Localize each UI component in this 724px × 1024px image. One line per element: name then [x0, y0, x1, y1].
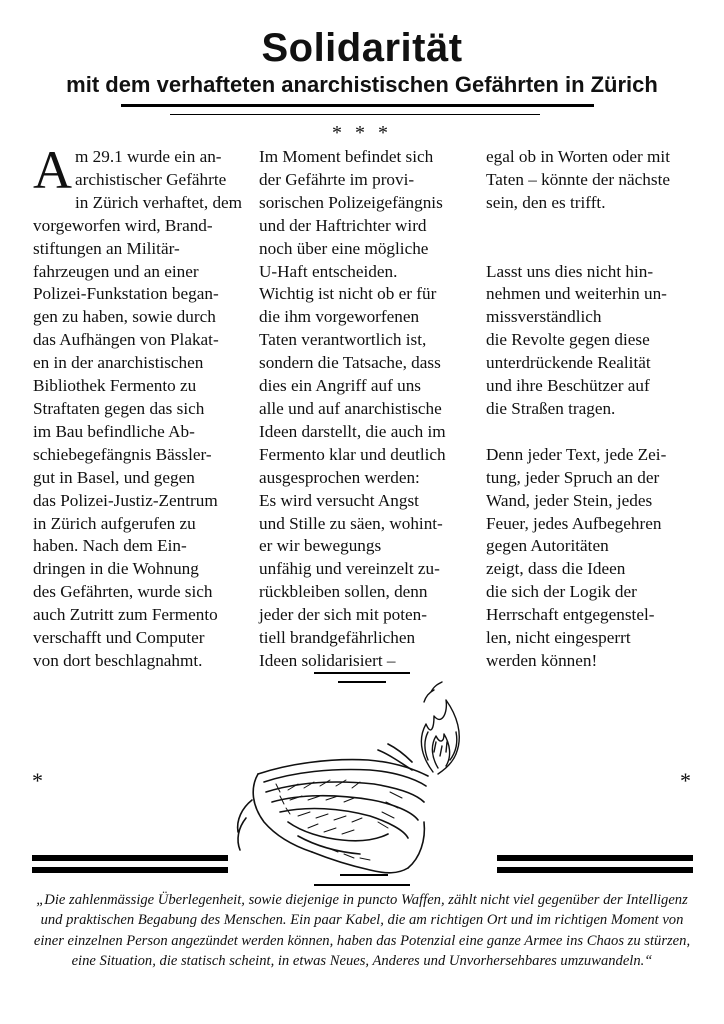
illustration-rule-bottom-1: [340, 874, 388, 876]
page-title: Solidarität: [261, 26, 463, 70]
column-1-text: m 29.1 wurde ein an- archistischer Gefährte in Zürich verhaftet, dem vorgeworfen wird, Brand- stiftungen an Militär- fahrzeugen und an einer Polizei-Funkstation began- gen zu haben, sowie durch das Aufhängen von Plakat- en in der anarchistischen Bibliothek Fermento zu Straftaten gegen das sich im Bau befindliche Ab- schiebegefängnis Bässler- gut in Basel, und gegen das Polizei-Justiz-Zentrum in Zürich aufgerufen zu haben. Nach dem Ein- dringen in die Wohnung des Gefährten, wurde sich auch Zutritt zum Fermento verschafft und Computer von dort beschlagnahmt.: [33, 147, 243, 670]
column-3: egal ob in Worten oder mit Taten – könnte der nächste sein, den es trifft. Lasst uns dies nicht hin- nehmen und weiterhin un- missverständlich die Revolte gegen diese unterdrückende Realität und ihre Beschützer auf die Straßen tragen. Denn jeder Text, jede Zei- tung, jeder Spruch an der Wand, jeder Stein, jedes Feuer, jedes Aufbegehren gegen Autoritäten zeigt, dass die Ideen die sich der Logik der Herrschaft entgegenstel- len, nicht eingesperrt werden können!: [486, 147, 670, 670]
hand-with-flame-icon: [228, 672, 498, 882]
header-rule-thick: [121, 104, 594, 107]
drop-cap: A: [33, 140, 72, 200]
right-bar-1: [497, 855, 693, 861]
page-subtitle: mit dem verhafteten anarchistischen Gefährten in Zürich: [66, 72, 658, 97]
section-stars: * * *: [332, 122, 392, 144]
footer-quote: „Die zahlenmässige Überlegenheit, sowie diejenige in puncto Waffen, zählt nicht viel gegenüber der Intelligenz und praktischen Begabung des Menschen. Ein paar Kabel, die am richtigen Ort und im richtigen Moment von einer einzelnen Person angezündet werden können, haben das Potenzial eine ganze Armee ins Chaos zu stürzen, eine Situation, die statisch scheint, in etwas Neues, Anderes und Unvorhersehbares umzuwandeln.“: [33, 892, 691, 970]
left-bar-2: [32, 867, 228, 873]
right-star: *: [680, 768, 691, 793]
illustration-rule-bottom-2: [314, 884, 410, 886]
header-rule-thin: [170, 114, 540, 115]
right-bar-2: [497, 867, 693, 873]
left-bar-1: [32, 855, 228, 861]
column-2: Im Moment befindet sich der Gefährte im provi- sorischen Polizeigefängnis und der Haftrichter wird noch über eine mögliche U-Haft entscheiden. Wichtig ist nicht ob er für die ihm vorgeworfenen Taten verantwortlich ist, sondern die Tatsache, dass dies ein Angriff auf uns alle und auf anarchistische Ideen darstellt, die auch im Fermento klar und deutlich ausgesprochen werden: Es wird versucht Angst und Stille zu säen, wohint- er wir bewegungs unfähig und vereinzelt zu- rückbleiben sollen, denn jeder der sich mit poten- tiell brandgefährlichen Ideen solidarisiert –: [259, 147, 446, 670]
column-1: [33, 140, 248, 673]
left-star: *: [32, 768, 43, 793]
